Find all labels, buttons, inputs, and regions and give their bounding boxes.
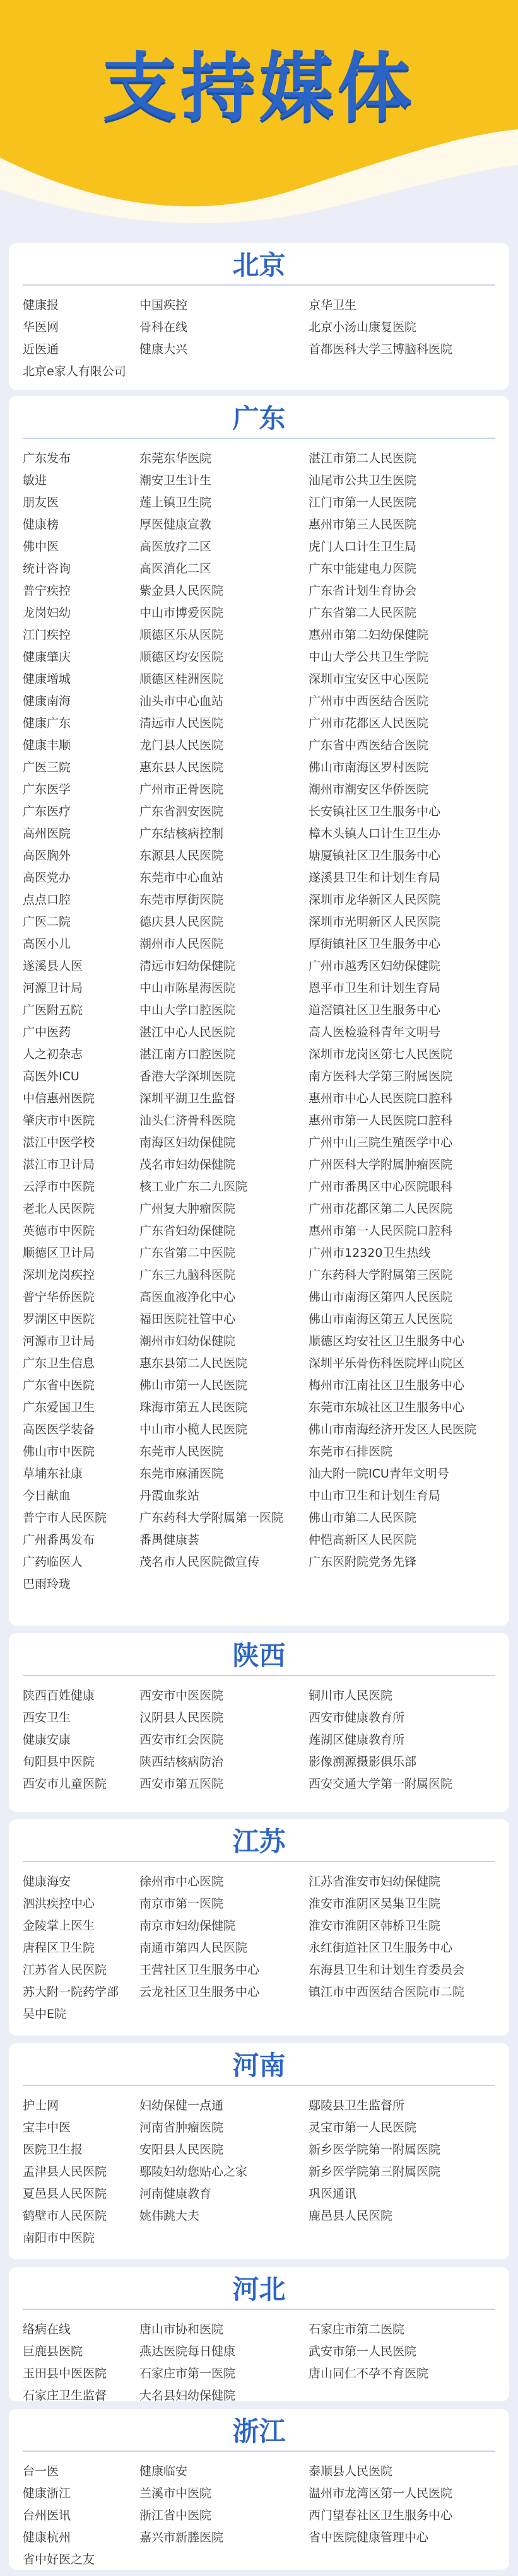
media-item: 广州医科大学附属肿瘤医院 (309, 1158, 453, 1172)
media-item: 泗洪疾控中心 (23, 1897, 95, 1911)
media-item: 汉阴县人民医院 (139, 1711, 224, 1725)
media-item: 嘉兴市新塍医院 (139, 2531, 224, 2544)
media-item: 广州市越秀区妇幼保健院 (309, 959, 441, 973)
media-item: 高医胸外 (23, 849, 71, 863)
media-item: 北京e家人有限公司 (23, 364, 126, 378)
media-item: 省中医院健康管理中心 (309, 2531, 429, 2544)
media-item: 广东省泗安医院 (139, 805, 224, 819)
media-item: 佛山市南海区第五人民医院 (309, 1312, 453, 1326)
media-item: 敏进 (23, 474, 47, 487)
media-list (9, 2095, 509, 2249)
media-item: 西门望春社区卫生服务中心 (309, 2509, 453, 2522)
media-item: 广东中能建电力医院 (309, 562, 417, 576)
media-item: 陕西百姓健康 (23, 1689, 95, 1703)
media-item: 湛江中医学校 (23, 1136, 95, 1150)
media-item: 汕头仁济骨科医院 (139, 1114, 236, 1128)
media-item: 老北人民医院 (23, 1202, 95, 1216)
media-item: 台一医 (23, 2464, 59, 2478)
media-item: 苏大附一院药学部 (23, 1985, 119, 1999)
page-header (0, 0, 518, 240)
media-item: 广东卫生信息 (23, 1356, 95, 1370)
media-item: 顺德区卫计局 (23, 1246, 95, 1260)
media-item: 医院卫生报 (23, 2143, 83, 2157)
media-item: 顺德区均安医院 (139, 650, 224, 664)
media-item: 虎门人口计生卫生局 (309, 540, 417, 554)
media-item: 湛江中心人民医院 (139, 1025, 236, 1039)
media-item: 广东省第二中医院 (139, 1246, 236, 1260)
media-item: 石家庄市第一医院 (139, 2367, 236, 2381)
media-item: 遂溪县人医 (23, 959, 83, 973)
media-item: 镇江市中西医结合医院市二院 (309, 1985, 465, 1999)
media-item: 南海区妇幼保健院 (139, 1136, 236, 1150)
media-item: 草埔东社康 (23, 1467, 83, 1481)
media-item: 云浮市中医院 (23, 1180, 95, 1194)
media-item: 广东医学 (23, 783, 71, 796)
media-item: 统计咨询 (23, 562, 71, 576)
region-title: 北京 (232, 250, 286, 281)
region-panel-zhejiang (9, 2409, 509, 2570)
media-item: 广医附五院 (23, 1003, 83, 1017)
media-item: 佛山市第一人民医院 (139, 1378, 248, 1392)
media-item: 佛山市南海区罗村医院 (309, 761, 429, 774)
media-item: 佛山市南海经济开发区人民医院 (309, 1423, 477, 1437)
page-title: 支持媒体 (102, 44, 416, 131)
media-item: 普宁市人民医院 (23, 1511, 107, 1525)
media-item: 长安镇社区卫生服务中心 (309, 805, 441, 819)
media-item: 华医网 (23, 320, 59, 334)
media-item: 徐州市中心医院 (139, 1875, 224, 1889)
media-item: 西安市健康教育所 (309, 1711, 405, 1725)
region-divider (23, 2451, 495, 2452)
media-item: 香港大学深圳医院 (139, 1069, 236, 1083)
media-item: 中山市小榄人民医院 (139, 1423, 248, 1437)
media-item: 南通市第四人民医院 (139, 1941, 248, 1955)
region-divider (23, 1861, 495, 1862)
media-item: 梅州市江南社区卫生服务中心 (309, 1378, 465, 1392)
media-item: 樟木头镇人口计生卫生办 (309, 827, 441, 841)
media-item: 丹霞血浆站 (139, 1489, 200, 1503)
media-item: 广中医药 (23, 1025, 71, 1039)
media-item: 中国疾控 (139, 298, 188, 312)
media-item: 河源卫计局 (23, 981, 83, 995)
media-item: 铜川市人民医院 (309, 1689, 393, 1703)
region-divider (23, 1675, 495, 1676)
media-item: 巴雨玲珑 (23, 1577, 71, 1591)
media-item: 浙江省中医院 (139, 2509, 212, 2522)
media-item: 广州市花都区人民医院 (309, 716, 429, 730)
media-item: 高医医学装备 (23, 1423, 95, 1437)
media-item: 广东省中西医结合医院 (309, 738, 429, 752)
region-title: 陕西 (232, 1640, 286, 1671)
media-item: 遂溪县卫生和计划生育局 (309, 871, 441, 885)
media-item: 广药临医人 (23, 1555, 83, 1569)
media-item: 番禺健康荟 (139, 1533, 200, 1547)
region-panel-beijing (9, 243, 509, 390)
media-item: 紫金县人民医院 (139, 584, 224, 598)
media-item: 莲湖区健康教育所 (309, 1733, 405, 1747)
media-item: 淮安市淮阴区韩桥卫生院 (309, 1919, 441, 1933)
region-divider (23, 438, 495, 439)
media-item: 影像溯源摄影俱乐部 (309, 1755, 417, 1769)
media-item: 广东药科大学附属第三医院 (309, 1268, 453, 1282)
media-item: 广州番禺发布 (23, 1533, 95, 1547)
media-item: 汕尾市公共卫生医院 (309, 474, 417, 487)
media-item: 今日献血 (23, 1489, 71, 1503)
media-item: 塘厦镇社区卫生服务中心 (309, 849, 441, 863)
media-item: 恩平市卫生和计划生育局 (309, 981, 441, 995)
media-item: 河南省肿瘤医院 (139, 2121, 224, 2135)
media-item: 清远市妇幼保健院 (139, 959, 236, 973)
media-item: 近医通 (23, 342, 59, 356)
media-item: 广医三院 (23, 761, 71, 774)
media-item: 点点口腔 (23, 893, 71, 907)
media-item: 普宁华侨医院 (23, 1290, 95, 1304)
media-item: 惠州市第三人民医院 (309, 518, 417, 532)
media-item: 广东发布 (23, 452, 71, 465)
media-item: 淮安市淮阴区吴集卫生院 (309, 1897, 441, 1911)
media-item: 南京市妇幼保健院 (139, 1919, 236, 1933)
media-item: 广州复大肿瘤医院 (139, 1202, 236, 1216)
media-item: 南阳市中医院 (23, 2231, 95, 2245)
media-item: 高州医院 (23, 827, 71, 841)
region-divider (23, 2309, 495, 2310)
media-item: 新乡医学院第三附属医院 (309, 2165, 441, 2179)
media-item: 广州中山三院生殖医学中心 (309, 1136, 453, 1150)
region-panel-guangdong (9, 396, 509, 1626)
media-item: 温州市龙湾区第一人民医院 (309, 2486, 453, 2500)
media-item: 东莞东华医院 (139, 452, 212, 465)
media-item: 广东省妇幼保健院 (139, 1224, 236, 1238)
media-item: 广东省中医院 (23, 1378, 95, 1392)
media-item: 安阳县人民医院 (139, 2143, 224, 2157)
media-item: 健康浙江 (23, 2486, 71, 2500)
media-item: 江门疾控 (23, 628, 71, 642)
media-item: 高医外ICU (23, 1069, 79, 1083)
media-item: 厚街镇社区卫生服务中心 (309, 937, 441, 951)
media-list (9, 448, 509, 1595)
media-list (9, 1871, 509, 2025)
media-item: 健康安康 (23, 1733, 71, 1747)
media-item: 兰溪市中医院 (139, 2486, 212, 2500)
media-item: 妇幼保健一点通 (139, 2099, 224, 2113)
media-item: 广医二院 (23, 915, 71, 929)
media-item: 健康海安 (23, 1875, 71, 1889)
media-item: 人之初杂志 (23, 1047, 83, 1061)
media-item: 健康大兴 (139, 342, 188, 356)
media-item: 惠东县人民医院 (139, 761, 224, 774)
media-item: 灵宝市第一人民医院 (309, 2121, 417, 2135)
media-item: 广东医附院党务先锋 (309, 1555, 417, 1569)
media-item: 河南健康教育 (139, 2187, 212, 2201)
media-item: 广东省第二人民医院 (309, 606, 417, 620)
media-item: 德庆县人民医院 (139, 915, 224, 929)
media-item: 鄢陵妇幼您贴心之家 (139, 2165, 248, 2179)
media-item: 健康杭州 (23, 2531, 71, 2544)
media-item: 骨科在线 (139, 320, 188, 334)
media-item: 潮州市妇幼保健院 (139, 1334, 236, 1348)
media-item: 江苏省淮安市妇幼保健院 (309, 1875, 441, 1889)
media-item: 东海县卫生和计划生育委员会 (309, 1963, 465, 1977)
region-panel-henan (9, 2043, 509, 2259)
media-item: 健康广东 (23, 716, 71, 730)
media-item: 台州医讯 (23, 2509, 71, 2522)
media-item: 广州市花都区第二人民医院 (309, 1202, 453, 1216)
media-item: 高医消化二区 (139, 562, 212, 576)
media-item: 惠州市中心人民医院口腔科 (309, 1092, 453, 1105)
media-item: 深圳市光明新区人民医院 (309, 915, 441, 929)
media-item: 新乡医学院第一附属医院 (309, 2143, 441, 2157)
media-item: 汕大附一院ICU青年文明号 (309, 1467, 449, 1481)
media-item: 广东药科大学附属第一医院 (139, 1511, 284, 1525)
media-item: 高医小儿 (23, 937, 71, 951)
media-item: 顺德区乐从医院 (139, 628, 224, 642)
region-panel-shaanxi (9, 1633, 509, 1812)
media-item: 健康丰顺 (23, 738, 71, 752)
media-item: 健康肇庆 (23, 650, 71, 664)
media-item: 广州市12320卫生热线 (309, 1246, 431, 1260)
media-item: 高人医检验科青年文明号 (309, 1025, 441, 1039)
media-item: 王营社区卫生服务中心 (139, 1963, 260, 1977)
media-item: 东莞市石排医院 (309, 1445, 393, 1459)
media-list (9, 2319, 509, 2401)
media-item: 龙门县人民医院 (139, 738, 224, 752)
media-item: 武安市第一人民医院 (309, 2345, 417, 2358)
media-list (9, 2461, 509, 2570)
media-item: 健康增城 (23, 672, 71, 686)
region-title: 河北 (232, 2274, 286, 2305)
media-item: 湛江市第二人民医院 (309, 452, 417, 465)
media-item: 惠州市第二妇幼保健院 (309, 628, 429, 642)
media-item: 石家庄卫生监督 (23, 2389, 107, 2401)
media-item: 巨鹿县医院 (23, 2345, 83, 2358)
media-item: 顺德区均安社区卫生服务中心 (309, 1334, 465, 1348)
media-item: 玉田县中医医院 (23, 2367, 107, 2381)
media-item: 东莞市麻涌医院 (139, 1467, 224, 1481)
media-item: 南京市第一医院 (139, 1897, 224, 1911)
media-item: 北京小汤山康复医院 (309, 320, 417, 334)
media-item: 广州市番禺区中心医院眼科 (309, 1180, 453, 1194)
media-item: 核工业广东二九医院 (139, 1180, 248, 1194)
media-item: 佛山市中医院 (23, 1445, 95, 1459)
media-item: 深圳市龙岗区第七人民医院 (309, 1047, 453, 1061)
media-item: 西安市第五医院 (139, 1777, 224, 1791)
media-item: 江苏省人民医院 (23, 1963, 107, 1977)
media-item: 鄢陵县卫生监督所 (309, 2099, 405, 2113)
media-item: 普宁疾控 (23, 584, 71, 598)
region-panel-jiangsu (9, 1819, 509, 2036)
media-item: 英德市中医院 (23, 1224, 95, 1238)
media-item: 东莞市厚街医院 (139, 893, 224, 907)
media-item: 孟津县人民医院 (23, 2165, 107, 2179)
media-item: 深圳市宝安区中心医院 (309, 672, 429, 686)
media-item: 广州市正骨医院 (139, 783, 224, 796)
media-item: 汕头市中心血站 (139, 694, 224, 708)
media-list (9, 1685, 509, 1795)
media-item: 南方医科大学第三附属医院 (309, 1069, 453, 1083)
region-title: 浙江 (232, 2416, 286, 2447)
media-item: 广东三九脑科医院 (139, 1268, 236, 1282)
media-item: 罗湖区中医院 (23, 1312, 95, 1326)
media-item: 茂名市妇幼保健院 (139, 1158, 236, 1172)
media-item: 唐程区卫生院 (23, 1941, 95, 1955)
media-item: 河源市卫计局 (23, 1334, 95, 1348)
media-item: 鹤壁市人民医院 (23, 2209, 107, 2223)
media-item: 广东省计划生育协会 (309, 584, 417, 598)
media-item: 石家庄市第二医院 (309, 2322, 405, 2336)
media-item: 陕西结核病防治 (139, 1755, 224, 1769)
media-item: 东莞市人民医院 (139, 1445, 224, 1459)
media-item: 东莞市东城社区卫生服务中心 (309, 1401, 465, 1414)
media-item: 中山市陈星海医院 (139, 981, 236, 995)
media-item: 湛江市卫计局 (23, 1158, 95, 1172)
media-item: 泰顺县人民医院 (309, 2464, 393, 2478)
media-item: 健康南海 (23, 694, 71, 708)
media-item: 健康报 (23, 298, 59, 312)
region-panel-hebei (9, 2267, 509, 2401)
media-item: 西安市儿童医院 (23, 1777, 107, 1791)
media-item: 潮州市人民医院 (139, 937, 224, 951)
media-item: 中山大学公共卫生学院 (309, 650, 429, 664)
media-item: 朋友医 (23, 496, 59, 510)
media-item: 佛山市第二人民医院 (309, 1511, 417, 1525)
media-item: 省中好医之友 (23, 2553, 95, 2567)
media-item: 西安市中医医院 (139, 1689, 224, 1703)
media-item: 广东爱国卫生 (23, 1401, 95, 1414)
media-item: 仲恺高新区人民医院 (309, 1533, 417, 1547)
media-item: 深圳龙岗疾控 (23, 1268, 95, 1282)
media-item: 珠海市第五人民医院 (139, 1401, 248, 1414)
media-item: 吴中E院 (23, 2007, 67, 2021)
media-item: 佛山市南海区第四人民医院 (309, 1290, 453, 1304)
media-item: 西安卫生 (23, 1711, 71, 1725)
region-title: 广东 (232, 403, 286, 434)
media-item: 高医党办 (23, 871, 71, 885)
media-item: 广东结核病控制 (139, 827, 224, 841)
media-item: 中信惠州医院 (23, 1092, 95, 1105)
media-item: 江门市第一人民医院 (309, 496, 417, 510)
media-item: 唐山市协和医院 (139, 2322, 224, 2336)
media-item: 广东医疗 (23, 805, 71, 819)
media-item: 深圳市龙华新区人民医院 (309, 893, 441, 907)
media-item: 健康榜 (23, 518, 59, 532)
media-item: 西安市红会医院 (139, 1733, 224, 1747)
media-item: 广州市中西医结合医院 (309, 694, 429, 708)
media-item: 西安交通大学第一附属医院 (309, 1777, 453, 1791)
media-item: 福田医院社管中心 (139, 1312, 236, 1326)
media-item: 燕达医院每日健康 (139, 2345, 236, 2358)
region-title: 江苏 (232, 1826, 286, 1857)
media-item: 肇庆市中医院 (23, 1114, 95, 1128)
media-item: 中山市博爱医院 (139, 606, 224, 620)
media-item: 深圳平乐骨伤科医院坪山院区 (309, 1356, 465, 1370)
media-item: 莲上镇卫生院 (139, 496, 212, 510)
media-item: 中山市卫生和计划生育局 (309, 1489, 441, 1503)
media-item: 中山大学口腔医院 (139, 1003, 236, 1017)
media-item: 顺德区桂洲医院 (139, 672, 224, 686)
media-item: 夏邑县人民医院 (23, 2187, 107, 2201)
region-title: 河南 (232, 2050, 286, 2081)
media-item: 护士网 (23, 2099, 59, 2113)
media-item: 厚医健康宣教 (139, 518, 212, 532)
media-item: 道滘镇社区卫生服务中心 (309, 1003, 441, 1017)
media-item: 惠东县第二人民医院 (139, 1356, 248, 1370)
media-item: 潮安卫生计生 (139, 474, 212, 487)
media-item: 深圳平湖卫生监督 (139, 1092, 236, 1105)
media-item: 首都医科大学三博脑科医院 (309, 342, 453, 356)
media-item: 东源县人民医院 (139, 849, 224, 863)
media-item: 大名县妇幼保健院 (139, 2389, 236, 2401)
media-item: 巩医通讯 (309, 2187, 357, 2201)
media-item: 京华卫生 (309, 298, 357, 312)
media-item: 龙岗妇幼 (23, 606, 71, 620)
media-item: 湛江南方口腔医院 (139, 1047, 236, 1061)
media-item: 云龙社区卫生服务中心 (139, 1985, 260, 1999)
media-item: 金陵掌上医生 (23, 1919, 95, 1933)
media-item: 唐山同仁不孕不育医院 (309, 2367, 429, 2381)
media-item: 东莞市中心血站 (139, 871, 224, 885)
media-item: 健康临安 (139, 2464, 188, 2478)
media-item: 宝丰中医 (23, 2121, 71, 2135)
region-divider (23, 284, 495, 286)
media-item: 姚伟跳大夫 (139, 2209, 200, 2223)
media-item: 惠州市第一人民医院口腔科 (309, 1114, 453, 1128)
media-item: 茂名市人民医院微宣传 (139, 1555, 260, 1569)
media-item: 佛中医 (23, 540, 59, 554)
media-item: 旬阳县中医院 (23, 1755, 95, 1769)
media-item: 高医血液净化中心 (139, 1290, 236, 1304)
media-item: 惠州市第一人民医院口腔科 (309, 1224, 453, 1238)
media-list (9, 294, 509, 383)
media-item: 鹿邑县人民医院 (309, 2209, 393, 2223)
media-item: 潮州市潮安区华侨医院 (309, 783, 429, 796)
media-item: 清远市人民医院 (139, 716, 224, 730)
media-item: 络病在线 (23, 2322, 71, 2336)
media-item: 永红街道社区卫生服务中心 (309, 1941, 453, 1955)
media-item: 高医放疗二区 (139, 540, 212, 554)
region-divider (23, 2085, 495, 2086)
